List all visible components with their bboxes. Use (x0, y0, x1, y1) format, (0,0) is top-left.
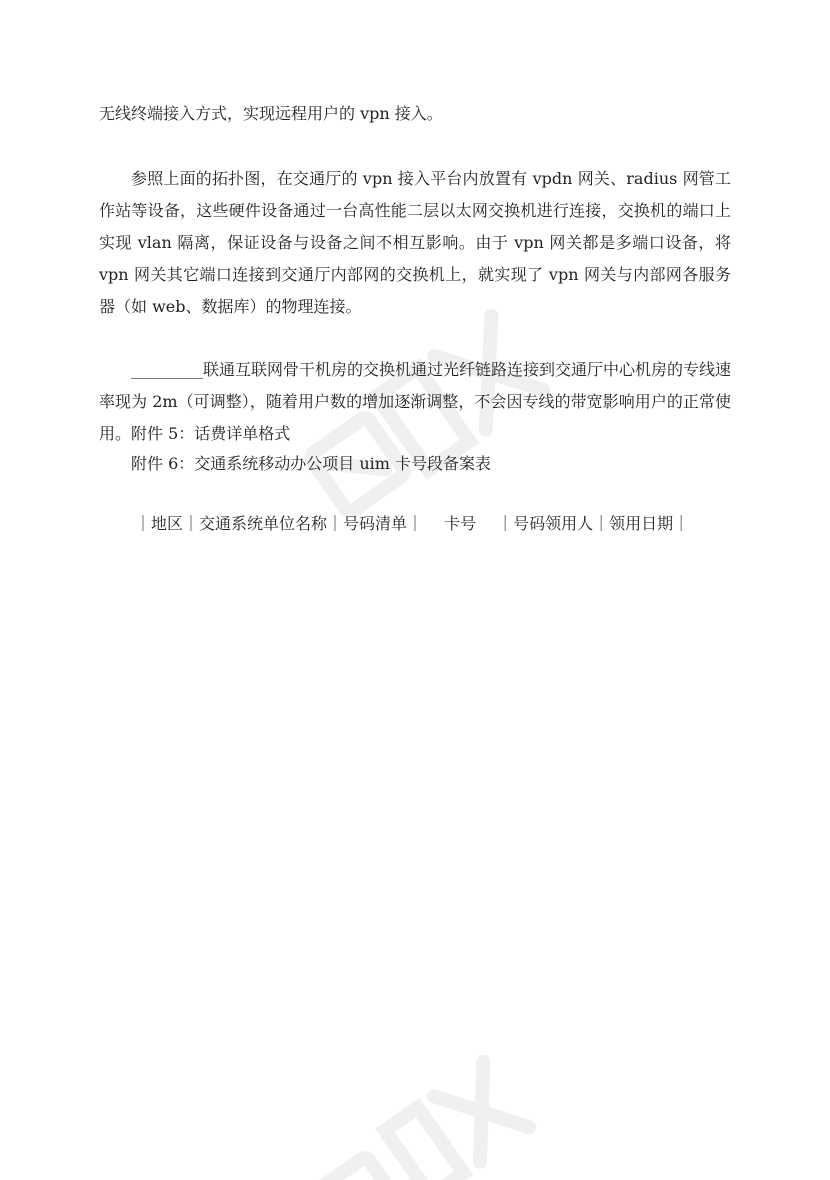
watermark-graphic-bottom (300, 1040, 560, 1180)
paragraph-dedicated-line: _________联通互联网骨干机房的交换机通过光纤链路连接到交通厅中心机房的专线速率现为 2m（可调整），随着用户数的增加逐渐调整，不会因专线的带宽影响用户的正常使用。附件 5：话费详单格式 (99, 360, 732, 443)
paragraph-appendix-6: 附件 6：交通系统移动办公项目 uim 卡号段备案表 (131, 454, 492, 473)
paragraph-vpn-access: 无线终端接入方式，实现远程用户的 vpn 接入。 (99, 104, 443, 123)
table-header-row: ｜地区｜交通系统单位名称｜号码清单｜ 卡号 ｜号码领用人｜领用日期｜ (135, 514, 690, 533)
paragraph-topology: 参照上面的拓扑图，在交通厅的 vpn 接入平台内放置有 vpdn 网关、radius 网管工作站等设备，这些硬件设备通过一台高性能二层以太网交换机进行连接，交换机的端口上实现 vlan 隔离，保证设备与设备之间不相互影响。由于 vpn 网关都是多端口设备，将 vpn 网关其它端口连接到交通厅内部网的交换机上，就实现了 vpn 网关与内部网各服务器（如 web、数据库）的物理连接。 (99, 169, 731, 316)
